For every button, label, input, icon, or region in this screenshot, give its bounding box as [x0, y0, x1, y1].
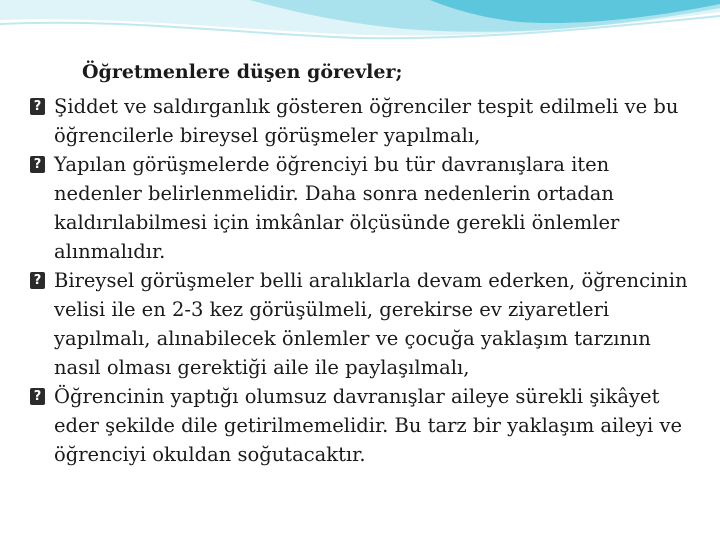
bullet-text: Yapılan görüşmelerde öğrenciyi bu tür davranışlara iten nedenler belirlenmelidir. Daha sonra nedenlerin ortadan kaldırılabilmesi için imkânlar ölçüsünde gerekli önlemler alınmalıdır. — [54, 153, 620, 263]
bullet-item — [30, 266, 690, 382]
bullet-text: Bireysel görüşmeler belli aralıklarla devam ederken, öğrencinin velisi ile en 2-3 kez görüşülmeli, gerekirse ev ziyaretleri yapılmalı, alınabilecek önlemler ve çocuğa yaklaşım tarzının nasıl olması gerektiği aile ile paylaşılmalı, — [54, 269, 688, 379]
bullet-text: Şiddet ve saldırganlık gösteren öğrenciler tespit edilmeli ve bu öğrencilerle bireysel görüşmeler yapılmalı, — [54, 95, 679, 147]
bullet-item — [30, 92, 690, 150]
bullet-text: Öğrencinin yaptığı olumsuz davranışlar aileye sürekli şikâyet eder şekilde dile getirilmemelidir. Bu tarz bir yaklaşım aileyi ve öğrenciyi okuldan soğutacaktır. — [54, 385, 683, 466]
bullet-list — [30, 92, 690, 469]
slide-content — [30, 58, 690, 469]
missing-glyph-icon: ? — [30, 272, 45, 289]
missing-glyph-icon: ? — [30, 98, 45, 115]
bullet-item — [30, 382, 690, 469]
missing-glyph-icon: ? — [30, 156, 45, 173]
slide-title: Öğretmenlere düşen görevler; — [82, 61, 403, 83]
bullet-item — [30, 150, 690, 266]
missing-glyph-icon: ? — [30, 388, 45, 405]
